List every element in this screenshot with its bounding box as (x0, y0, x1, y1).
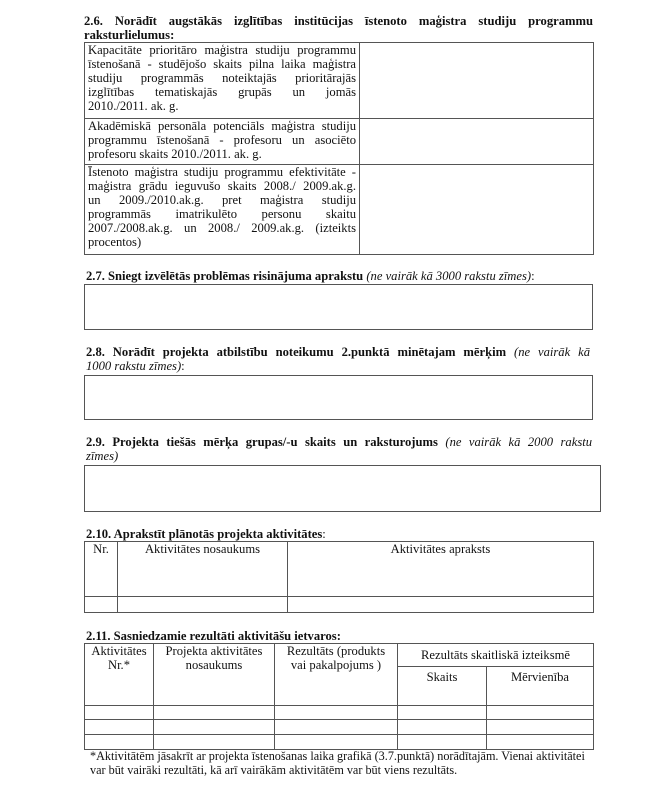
section-note: (ne vairāk kā 3000 rakstu zīmes) (366, 269, 532, 283)
section-2-8-heading-line2 (86, 359, 185, 373)
section-note: 1000 rakstu zīmes) (86, 359, 182, 373)
label-line: izglītības tematiskajās grupās un jomās (88, 85, 356, 99)
label-line: maģistra grādu ieguvušo skaits 2008./ 2009.ak.g. (88, 179, 356, 193)
footnote-line: *Aktivitātēm jāsakrīt ar projekta īstenošanas laika grafikā (3.7.punktā) norādītajām. Vienai aktivitātei (90, 749, 585, 763)
section-title: 2.8. Norādīt projekta atbilstību noteikumu 2.punktā minētajam mērķim (86, 345, 507, 359)
table-row (85, 720, 594, 735)
label-line: Akadēmiskā personāla potenciāls maģistra studiju (88, 119, 356, 133)
section-note: (ne vairāk kā (514, 345, 590, 359)
row-label (85, 119, 360, 165)
cell-count-input[interactable] (398, 706, 487, 720)
label-line: profesoru skaits 2010./2011. ak. g. (88, 147, 262, 161)
table-row (85, 597, 594, 613)
cell-result-input[interactable] (275, 735, 398, 750)
section-suffix: : (531, 269, 535, 283)
table-row (85, 706, 594, 720)
label-line: Kapacitāte prioritāro maģistra studiju programmu (88, 43, 356, 57)
table-row (85, 735, 594, 750)
header-line: Nr.* (107, 658, 131, 672)
results-footnote (90, 749, 585, 777)
row-value-input[interactable] (360, 165, 594, 255)
label-line: 2010./2011. ak. g. (88, 99, 179, 113)
table-row (85, 119, 594, 165)
table-row (85, 165, 594, 255)
section-number: 2.6. (84, 14, 103, 28)
cell-activity-name-input[interactable] (118, 597, 288, 613)
label-line: programmās imatrikulēto personu skaitu (88, 207, 356, 221)
section-title: 2.7. Sniegt izvēlētās problēmas risinājuma aprakstu (86, 269, 364, 283)
section-title: 2.10. Aprakstīt plānotās projekta aktivitātes (86, 527, 323, 541)
column-header-count: Skaits (398, 667, 487, 706)
section-suffix: : (322, 527, 326, 541)
cell-unit-input[interactable] (487, 735, 594, 750)
cell-count-input[interactable] (398, 720, 487, 735)
solution-description-input[interactable] (84, 284, 593, 330)
header-line: nosaukums (185, 658, 243, 672)
section-2-7-heading (86, 269, 535, 283)
table-header-row (85, 644, 594, 667)
label-line: studiju programmās noteiktajās prioritārajās (88, 71, 356, 85)
footnote-line: var būt vairāki rezultāti, kā arī vairākām aktivitātēm var būt viens rezultāts. (90, 763, 458, 777)
section-2-9-heading-line2: zīmes) (86, 449, 119, 463)
cell-activity-name-input[interactable] (154, 735, 275, 750)
table-row (85, 43, 594, 119)
cell-count-input[interactable] (398, 735, 487, 750)
column-header-numeric-group: Rezultāts skaitliskā izteiksmē (398, 644, 594, 667)
planned-activities-table (84, 541, 594, 613)
column-header-result (275, 644, 398, 706)
cell-activity-description-input[interactable] (288, 597, 594, 613)
cell-activity-name-input[interactable] (154, 706, 275, 720)
label-line: īstenošanā - studējošo skaits pilna laika maģistra (88, 57, 356, 71)
cell-activity-nr-input[interactable] (85, 706, 154, 720)
header-line: vai pakalpojums ) (290, 658, 382, 672)
cell-result-input[interactable] (275, 706, 398, 720)
column-header-unit: Mērvienība (487, 667, 594, 706)
objective-compliance-input[interactable] (84, 375, 593, 420)
section-suffix: : (181, 359, 185, 373)
section-2-8-heading (86, 345, 590, 359)
section-2-11-heading: 2.11. Sasniedzamie rezultāti aktivitāšu ietvaros: (86, 629, 341, 643)
label-line: un 2009./2010.ak.g. pret maģistra studiju (88, 193, 356, 207)
header-line: Aktivitātes (91, 644, 147, 658)
row-label (85, 165, 360, 255)
label-line: 2007./2008.ak.g. un 2008./ 2009.ak.g. (izteikts (88, 221, 356, 235)
program-characteristics-table (84, 42, 594, 255)
expected-results-table (84, 643, 594, 750)
header-line: Rezultāts (produkts (286, 644, 386, 658)
column-header-activity-nr (85, 644, 154, 706)
section-2-6-heading (84, 14, 593, 28)
cell-activity-nr-input[interactable] (85, 720, 154, 735)
label-line: procentos) (88, 235, 142, 249)
section-note: (ne vairāk kā 2000 rakstu (445, 435, 593, 449)
column-header-activity-name: Aktivitātes nosaukums (118, 542, 288, 597)
column-header-nr: Nr. (85, 542, 118, 597)
row-value-input[interactable] (360, 119, 594, 165)
section-2-9-heading (86, 435, 592, 449)
target-group-input[interactable] (84, 465, 601, 512)
cell-activity-name-input[interactable] (154, 720, 275, 735)
cell-result-input[interactable] (275, 720, 398, 735)
cell-nr-input[interactable] (85, 597, 118, 613)
cell-unit-input[interactable] (487, 706, 594, 720)
section-title: Norādīt augstākās izglītības institūcijas īstenoto maģistra studiju programmu (114, 14, 593, 28)
label-line: Īstenoto maģistra studiju programmu efektivitāte - (88, 165, 356, 179)
table-header-row (85, 542, 594, 597)
section-2-10-heading (86, 527, 326, 541)
label-line: programmu īstenošanā - profesoru un asociēto (88, 133, 356, 147)
column-header-activity-name (154, 644, 275, 706)
header-line: Projekta aktivitātes (165, 644, 263, 658)
row-label (85, 43, 360, 119)
column-header-activity-description: Aktivitātes apraksts (288, 542, 594, 597)
section-title: 2.9. Projekta tiešās mērķa grupas/-u skaits un raksturojums (86, 435, 438, 449)
row-value-input[interactable] (360, 43, 594, 119)
cell-activity-nr-input[interactable] (85, 735, 154, 750)
cell-unit-input[interactable] (487, 720, 594, 735)
section-2-6-heading-line2: raksturlielumus: (84, 28, 175, 42)
